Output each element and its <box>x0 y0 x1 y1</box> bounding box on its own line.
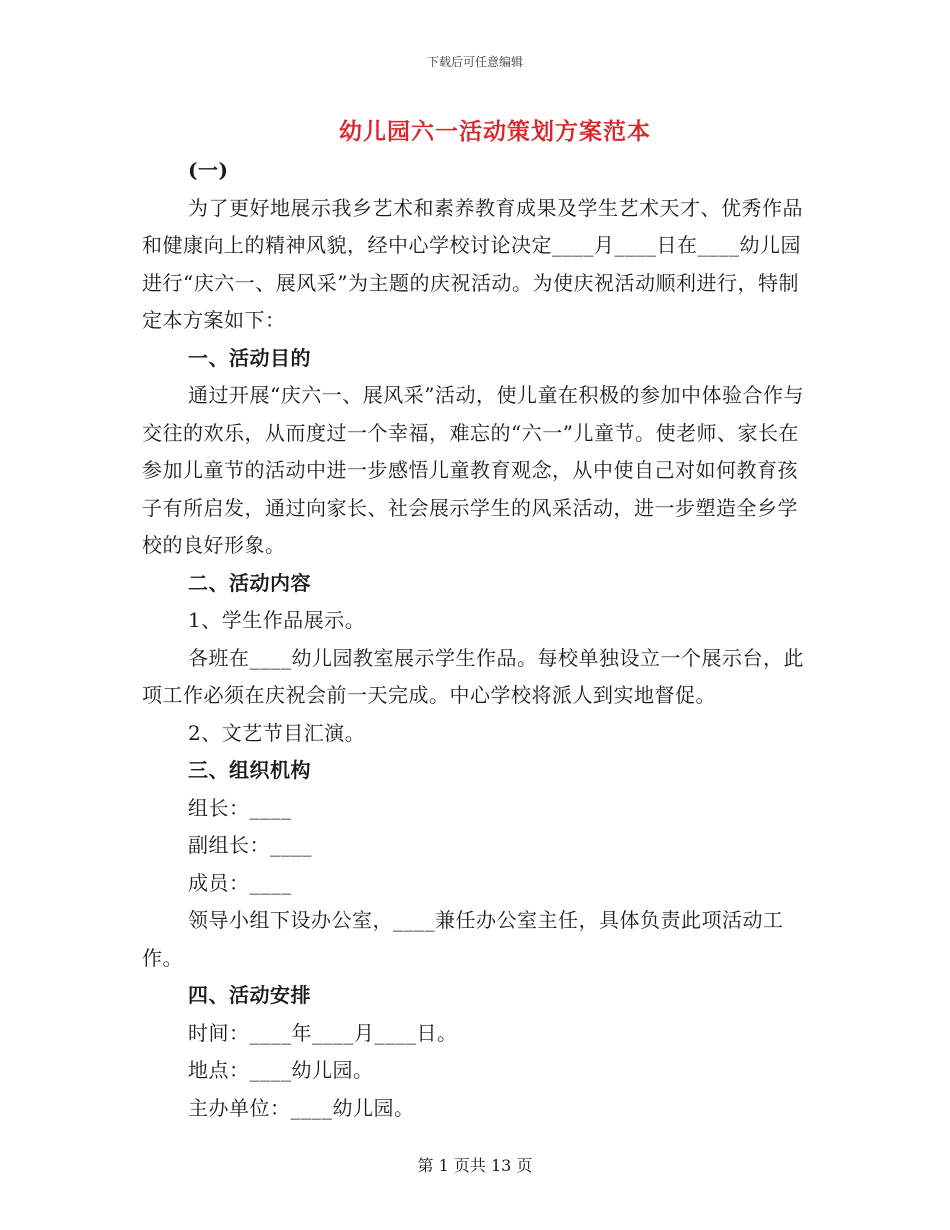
page-footer-page-number: 第 1 页共 13 页 <box>417 1156 533 1175</box>
org-deputy-leader: 副组长：____ <box>188 833 312 857</box>
intro-paragraph: 为了更好地展示我乡艺术和素养教育成果及学生艺术天才、优秀作品和健康向上的精神风貌，经中心学校讨论决定____月____日在____幼儿园进行“庆六一、展风采”为主题的庆祝活动。为使庆祝活动顺利进行，特制定本方案如下： <box>142 195 803 332</box>
page-header-note: 下载后可任意编辑 <box>426 55 523 69</box>
section-heading-content: 二、活动内容 <box>188 570 311 595</box>
section-heading-purpose: 一、活动目的 <box>188 345 311 370</box>
content-item-1: 1、学生作品展示。 <box>188 608 366 632</box>
purpose-paragraph: 通过开展“庆六一、展风采”活动，使儿童在积极的参加中体验合作与交往的欢乐，从而度过一个幸福，难忘的“六一”儿童节。使老师、家长在参加儿童节的活动中进一步感悟儿童教育观念，从中使自己对如何教育孩子有所启发，通过向家长、社会展示学生的风采活动，进一步塑造全乡学校的良好形象。 <box>142 383 804 557</box>
schedule-organizer: 主办单位：____幼儿园。 <box>188 1095 415 1120</box>
org-leader: 组长：____ <box>188 795 292 820</box>
section-heading-schedule: 四、活动安排 <box>188 983 311 1007</box>
document-body <box>142 152 812 1127</box>
org-office-note: 领导小组下设办公室，____兼任办公室主任，具体负责此项活动工作。 <box>142 908 784 970</box>
org-members: 成员：____ <box>188 870 292 895</box>
document-title: 幼儿园六一活动策划方案范本 <box>339 118 651 145</box>
schedule-location: 地点：____幼儿园。 <box>188 1058 374 1082</box>
content-item-1-detail: 各班在____幼儿园教室展示学生作品。每校单独设立一个展示台，此项工作必须在庆祝会前一天完成。中心学校将派人到实地督促。 <box>142 645 804 707</box>
section-heading-organization: 三、组织机构 <box>188 758 311 782</box>
schedule-time: 时间：____年____月____日。 <box>188 1020 458 1045</box>
section-marker: (一) <box>188 158 229 182</box>
content-item-2: 2、文艺节目汇演。 <box>188 720 366 745</box>
